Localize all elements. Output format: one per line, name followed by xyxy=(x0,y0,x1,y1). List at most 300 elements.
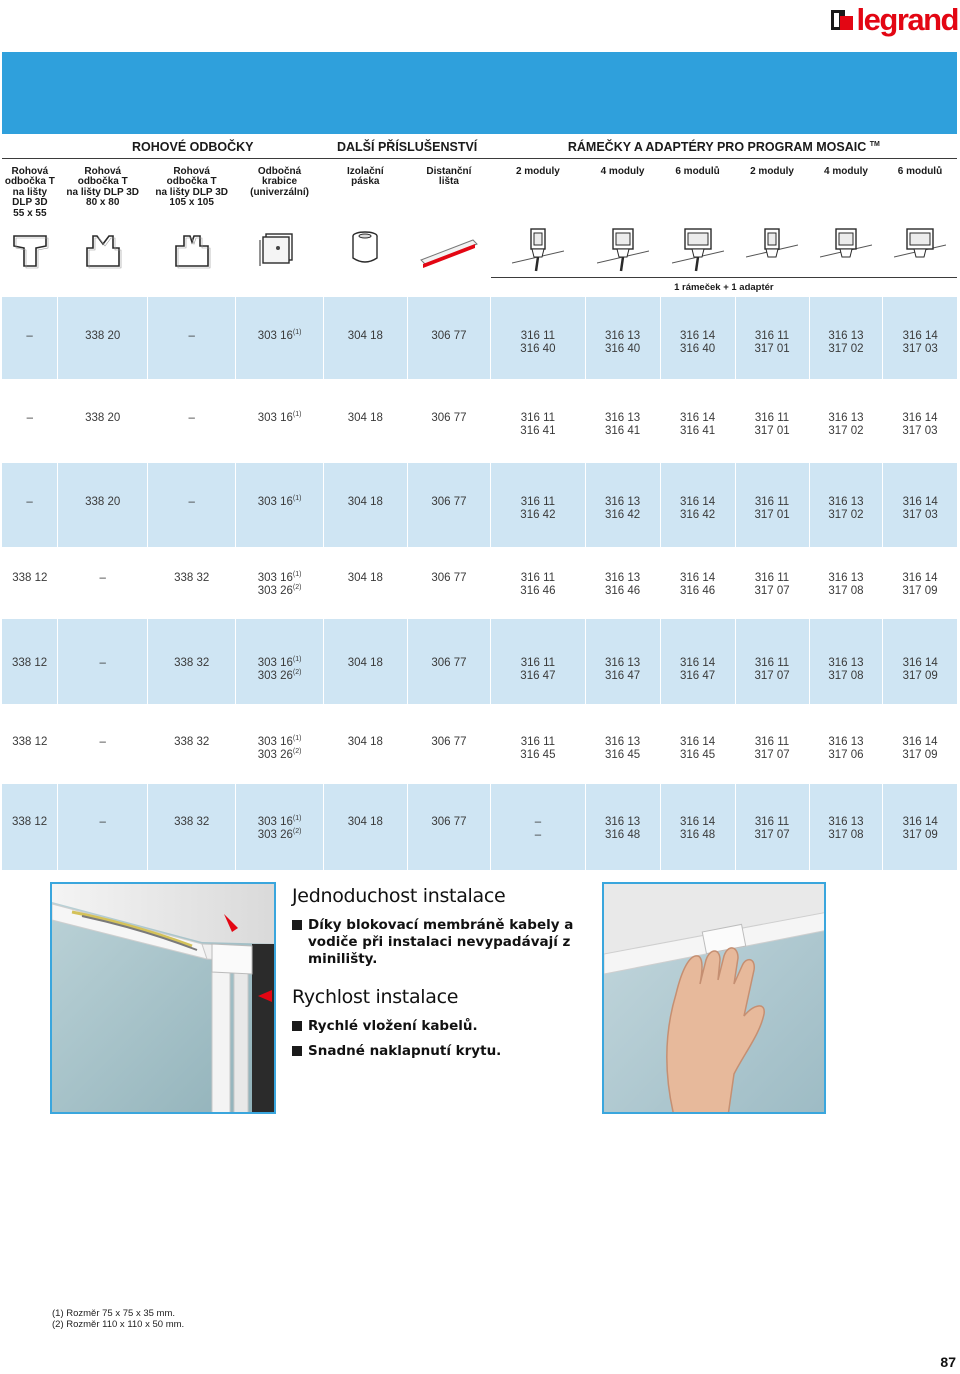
feature-bullet-cover-clip: Snadné naklapnutí krytu. xyxy=(292,1043,592,1060)
article-code: 338 32 xyxy=(174,816,210,828)
article-code: 338 12 xyxy=(12,816,48,828)
table-cell xyxy=(324,379,408,463)
table-cell xyxy=(660,619,735,704)
article-code: – xyxy=(534,829,542,841)
article-code: 317 01 xyxy=(754,425,790,437)
tape-roll-icon xyxy=(324,219,408,277)
table-cell xyxy=(58,463,148,547)
column-label-line: lišta xyxy=(438,176,459,187)
table-row xyxy=(2,547,957,619)
table-cell xyxy=(809,297,883,379)
cell-line xyxy=(236,496,323,509)
article-code: 316 14 xyxy=(902,816,938,828)
frame-adapter-icon xyxy=(491,219,585,277)
table-cell xyxy=(407,379,491,463)
column-label-7 xyxy=(585,158,660,219)
group-frames xyxy=(491,134,957,158)
article-code: 317 01 xyxy=(754,509,790,521)
features-block xyxy=(292,885,592,1068)
table-cell xyxy=(324,704,408,784)
article-code: 316 11 xyxy=(754,657,790,669)
article-code: 303 26 xyxy=(257,585,293,597)
legrand-logo xyxy=(831,4,958,36)
column-label-line: na lišty DLP 3D xyxy=(12,186,48,208)
cell-line xyxy=(236,816,323,829)
table-cell xyxy=(735,619,809,704)
t-junction-icon xyxy=(148,219,236,277)
article-code: 317 02 xyxy=(828,343,864,355)
article-code: 317 08 xyxy=(828,829,864,841)
table-cell xyxy=(585,619,660,704)
column-label-line: Odbočná xyxy=(257,165,302,177)
article-code: 317 02 xyxy=(828,425,864,437)
article-code: 316 11 xyxy=(754,412,790,424)
article-code: 317 03 xyxy=(902,343,938,355)
table-cell xyxy=(236,547,324,619)
article-code: 316 40 xyxy=(520,343,556,355)
table-cell xyxy=(58,297,148,379)
article-code: 338 20 xyxy=(85,330,121,342)
article-code: 316 11 xyxy=(520,657,556,669)
article-code: 316 14 xyxy=(679,816,716,828)
article-code: 316 47 xyxy=(520,670,556,682)
article-code: – xyxy=(26,330,33,342)
footnote-ref: (2) xyxy=(292,828,302,836)
article-code: 316 13 xyxy=(828,816,864,828)
table-cell xyxy=(883,547,957,619)
article-code: 316 14 xyxy=(902,736,938,748)
article-code: 306 77 xyxy=(431,496,467,508)
article-code: 316 45 xyxy=(520,749,556,761)
column-label-line: páska xyxy=(351,176,380,187)
article-code: 306 77 xyxy=(431,736,467,748)
table-cell xyxy=(735,784,809,870)
column-label-line: 6 modulů xyxy=(897,165,943,177)
column-label-line: na lišty DLP 3D xyxy=(155,186,228,198)
table-cell xyxy=(236,784,324,870)
article-code: 316 14 xyxy=(902,572,938,584)
cell-line xyxy=(236,585,324,598)
column-label-line: odbočka T xyxy=(166,176,217,187)
table-cell xyxy=(148,297,236,379)
article-code: 316 46 xyxy=(604,585,641,597)
article-code: 338 32 xyxy=(174,736,210,748)
article-code: 316 13 xyxy=(604,496,641,508)
article-code: 338 32 xyxy=(174,657,210,669)
table-cell xyxy=(236,463,324,547)
article-code: 316 45 xyxy=(679,749,716,761)
trademark-sup: TM xyxy=(869,140,880,148)
column-label-11 xyxy=(883,158,957,219)
article-code: 304 18 xyxy=(347,572,383,584)
cell-line xyxy=(236,749,324,762)
table-cell xyxy=(660,463,735,547)
article-code: 317 09 xyxy=(902,670,938,682)
cell-line xyxy=(236,330,323,343)
article-code: 317 09 xyxy=(902,749,938,761)
table-cell xyxy=(491,547,585,619)
table-cell xyxy=(236,619,324,704)
table-cell xyxy=(324,619,408,704)
table-cell xyxy=(2,619,58,704)
table-cell xyxy=(883,784,957,870)
legrand-logo-icon xyxy=(831,8,853,32)
article-code: 316 11 xyxy=(520,736,556,748)
table-cell xyxy=(660,784,735,870)
frame-adapter-icon xyxy=(883,219,957,277)
article-code: 317 01 xyxy=(754,343,790,355)
table-cell xyxy=(883,379,957,463)
table-cell xyxy=(324,784,408,870)
article-code: 317 07 xyxy=(754,749,790,761)
article-code: 316 11 xyxy=(520,572,556,584)
article-code: – xyxy=(26,412,34,424)
table-cell xyxy=(809,463,883,547)
article-code: 316 46 xyxy=(679,585,716,597)
article-code: 338 20 xyxy=(85,412,121,424)
table-cell xyxy=(148,619,236,704)
column-label-5 xyxy=(407,158,491,219)
table-cell xyxy=(148,784,236,870)
table-row xyxy=(2,297,957,379)
table-cell xyxy=(2,297,58,379)
article-code: 316 11 xyxy=(754,736,790,748)
footnotes xyxy=(52,1309,184,1330)
column-label-line: (univerzální) xyxy=(250,186,310,198)
column-label-line: 2 moduly xyxy=(515,165,560,177)
table-row xyxy=(2,784,957,870)
article-code: 303 16 xyxy=(257,657,293,669)
article-code: 316 13 xyxy=(604,572,641,584)
article-code: 306 77 xyxy=(431,657,467,669)
article-code: 316 47 xyxy=(679,670,716,682)
article-code: 316 14 xyxy=(679,572,716,584)
column-label-line: Rohová xyxy=(173,165,210,177)
article-code: 317 07 xyxy=(754,829,790,841)
column-label-line: 4 moduly xyxy=(600,165,645,177)
article-code: 303 26 xyxy=(257,749,293,761)
footnote-ref: (2) xyxy=(292,669,302,677)
brand-name: legrand xyxy=(856,2,958,37)
footnote-ref: (1) xyxy=(292,329,302,337)
table-row xyxy=(2,379,957,463)
table-cell xyxy=(407,297,491,379)
footnote-ref: (1) xyxy=(292,411,302,419)
article-code: 317 02 xyxy=(828,509,864,521)
table-cell xyxy=(148,463,236,547)
footnote-ref: (2) xyxy=(292,748,302,756)
column-label-line: odbočka T xyxy=(77,176,128,187)
table-cell xyxy=(491,379,585,463)
table-row xyxy=(2,704,957,784)
table-cell xyxy=(809,379,883,463)
article-code: 317 09 xyxy=(902,585,938,597)
table-cell xyxy=(236,297,324,379)
article-code: 338 32 xyxy=(174,572,210,584)
table-cell xyxy=(58,547,148,619)
article-code: 316 46 xyxy=(520,585,556,597)
table-cell xyxy=(585,784,660,870)
table-cell xyxy=(735,704,809,784)
article-code: 316 11 xyxy=(754,816,790,828)
cell-line xyxy=(236,670,323,683)
article-code: 316 14 xyxy=(679,330,716,342)
article-code: 306 77 xyxy=(431,330,467,342)
column-label-line: na lišty DLP 3D xyxy=(66,186,140,198)
feature-bullet-membrane: Díky blokovací membráně kabely a vodiče při instalaci nevypadávají z minilišty. xyxy=(292,917,592,968)
t-junction-icon xyxy=(2,219,58,277)
table-cell xyxy=(735,379,809,463)
article-code: – xyxy=(99,572,106,584)
article-code: 316 48 xyxy=(679,829,716,841)
frame-adapter-icon xyxy=(585,219,660,277)
article-code: 304 18 xyxy=(347,412,383,424)
column-label-line: 105 x 105 xyxy=(169,197,214,208)
article-code: 316 41 xyxy=(604,425,641,437)
table-cell xyxy=(148,704,236,784)
table-cell xyxy=(735,463,809,547)
article-code: – xyxy=(534,816,542,828)
column-label-4 xyxy=(324,158,408,219)
cell-line xyxy=(236,657,323,670)
article-code: 306 77 xyxy=(431,816,467,828)
article-code: 317 03 xyxy=(902,425,938,437)
group-corner: ROHOVÉ ODBOČKY xyxy=(2,134,324,158)
installation-photo-hand xyxy=(602,882,826,1114)
article-code: 316 42 xyxy=(679,509,716,521)
table-cell xyxy=(585,379,660,463)
article-code: 316 40 xyxy=(604,343,641,355)
table-cell xyxy=(660,704,735,784)
cell-line xyxy=(236,572,324,585)
article-code: 303 16 xyxy=(257,816,293,828)
article-code: 338 12 xyxy=(12,657,48,669)
article-code: 306 77 xyxy=(431,572,467,584)
article-code: – xyxy=(188,496,195,508)
column-label-line: 2 moduly xyxy=(750,165,794,177)
article-code: 317 06 xyxy=(828,749,864,761)
footnote-ref: (1) xyxy=(292,735,302,743)
article-code: – xyxy=(99,816,106,828)
column-label-1 xyxy=(58,158,148,219)
frames-sublabel: 1 rámeček + 1 adaptér xyxy=(491,277,957,297)
cell-line xyxy=(236,736,324,749)
article-code: 317 08 xyxy=(828,670,864,682)
article-code: 316 14 xyxy=(902,496,938,508)
article-code: 316 14 xyxy=(679,496,716,508)
article-code: 316 48 xyxy=(604,829,641,841)
article-code: 303 16 xyxy=(257,736,293,748)
column-label-9 xyxy=(735,158,809,219)
table-cell xyxy=(585,463,660,547)
table-cell xyxy=(2,784,58,870)
article-code: 304 18 xyxy=(347,330,383,342)
table-cell xyxy=(660,297,735,379)
group-accessories: DALŠÍ PŘÍSLUŠENSTVÍ xyxy=(324,134,491,158)
article-code: 316 47 xyxy=(604,670,641,682)
column-label-line: Rohová xyxy=(84,165,122,177)
table-row xyxy=(2,463,957,547)
article-code: – xyxy=(26,496,33,508)
cell-line xyxy=(236,829,323,842)
article-code: 316 14 xyxy=(902,657,938,669)
article-code: 316 42 xyxy=(520,509,556,521)
article-code: 316 11 xyxy=(754,572,790,584)
article-code: 303 16 xyxy=(257,412,293,424)
table-cell xyxy=(809,704,883,784)
article-code: 304 18 xyxy=(347,657,383,669)
article-code: 316 13 xyxy=(604,330,641,342)
junction-box-icon xyxy=(236,219,324,277)
article-code: 317 03 xyxy=(902,509,938,521)
column-label-3 xyxy=(236,158,324,219)
article-code: 316 11 xyxy=(754,330,790,342)
product-table xyxy=(2,134,957,870)
frame-adapter-icon xyxy=(735,219,809,277)
footnote-ref: (1) xyxy=(292,656,302,664)
footnote-ref: (1) xyxy=(292,571,302,579)
table-cell xyxy=(883,463,957,547)
article-code: 316 13 xyxy=(828,736,864,748)
table-cell xyxy=(883,704,957,784)
article-code: 316 14 xyxy=(679,412,716,424)
article-code: 316 11 xyxy=(520,412,556,424)
table-cell xyxy=(660,379,735,463)
table-cell xyxy=(883,619,957,704)
table-cell xyxy=(324,463,408,547)
table-cell xyxy=(407,547,491,619)
article-code: 303 16 xyxy=(257,496,293,508)
article-code: 316 13 xyxy=(604,412,641,424)
table-cell xyxy=(660,547,735,619)
article-code: 316 14 xyxy=(679,736,716,748)
article-code: 316 14 xyxy=(902,330,938,342)
group-frames-label: RÁMEČKY A ADAPTÉRY PRO PROGRAM MOSAIC xyxy=(567,140,867,154)
article-code: 306 77 xyxy=(431,412,467,424)
table-cell xyxy=(735,547,809,619)
article-code: – xyxy=(99,736,106,748)
table-cell xyxy=(148,547,236,619)
article-code: 316 11 xyxy=(754,496,790,508)
article-code: 316 13 xyxy=(604,816,641,828)
table-row xyxy=(2,619,957,704)
table-cell xyxy=(58,619,148,704)
table-cell xyxy=(735,297,809,379)
table-cell xyxy=(2,547,58,619)
article-code: 316 13 xyxy=(828,330,864,342)
frame-adapter-icon xyxy=(660,219,735,277)
article-code: – xyxy=(99,657,106,669)
article-code: 303 26 xyxy=(257,670,293,682)
table-cell xyxy=(2,704,58,784)
article-code: 316 11 xyxy=(520,330,556,342)
table-cell xyxy=(324,547,408,619)
article-code: 316 11 xyxy=(520,496,556,508)
article-code: 316 42 xyxy=(604,509,641,521)
footnote-1: (1) Rozměr 75 x 75 x 35 mm. xyxy=(52,1308,176,1319)
article-code: 316 40 xyxy=(679,343,716,355)
footnote-ref: (1) xyxy=(292,815,302,823)
table-cell xyxy=(491,704,585,784)
article-code: 316 45 xyxy=(604,749,641,761)
column-label-line: 4 moduly xyxy=(824,165,868,177)
sub-spacer xyxy=(2,277,491,297)
table-cell xyxy=(585,704,660,784)
column-label-2 xyxy=(148,158,236,219)
column-label-line: odbočka T xyxy=(4,176,55,187)
table-cell xyxy=(491,619,585,704)
t-junction-icon xyxy=(58,219,148,277)
table-cell xyxy=(407,704,491,784)
article-code: 316 13 xyxy=(828,496,864,508)
table-cell xyxy=(491,463,585,547)
article-code: 304 18 xyxy=(347,736,383,748)
article-code: 304 18 xyxy=(347,816,383,828)
article-code: – xyxy=(188,412,195,424)
column-label-line: Izolační xyxy=(346,165,384,177)
column-label-10 xyxy=(809,158,883,219)
article-code: 317 07 xyxy=(754,670,790,682)
article-code: 338 12 xyxy=(12,736,48,748)
article-code: 304 18 xyxy=(347,496,383,508)
page-number: 87 xyxy=(940,1354,956,1370)
table-cell xyxy=(407,784,491,870)
article-code: 316 13 xyxy=(828,572,864,584)
article-code: 317 09 xyxy=(902,829,938,841)
article-code: 316 14 xyxy=(679,657,716,669)
article-code: 316 13 xyxy=(604,736,641,748)
table-cell xyxy=(585,547,660,619)
feature-title-simplicity: Jednoduchost instalace xyxy=(292,885,506,907)
header-banner xyxy=(2,52,957,134)
article-code: 303 16 xyxy=(257,330,293,342)
table-cell xyxy=(883,297,957,379)
table-cell xyxy=(2,379,58,463)
table-cell xyxy=(236,379,324,463)
table-cell xyxy=(585,297,660,379)
footnote-2: (2) Rozměr 110 x 110 x 50 mm. xyxy=(52,1318,185,1330)
column-label-line: krabice xyxy=(262,176,298,187)
table-cell xyxy=(58,784,148,870)
column-label-line: 6 modulů xyxy=(675,165,720,177)
feature-title-speed: Rychlost instalace xyxy=(292,986,459,1008)
column-label-0 xyxy=(2,158,58,219)
footnote-ref: (2) xyxy=(292,584,302,592)
table-cell xyxy=(407,619,491,704)
article-code: 317 07 xyxy=(754,585,790,597)
article-code: 316 13 xyxy=(604,657,641,669)
spacer-strip-icon xyxy=(407,219,491,277)
table-cell xyxy=(491,784,585,870)
column-label-8 xyxy=(660,158,735,219)
article-code: 303 26 xyxy=(257,829,293,841)
footnote-ref: (1) xyxy=(292,495,302,503)
frame-adapter-icon xyxy=(809,219,883,277)
table-cell xyxy=(2,463,58,547)
feature-bullet-cable-insert: Rychlé vložení kabelů. xyxy=(292,1018,592,1035)
table-cell xyxy=(491,297,585,379)
column-label-line: Rohová xyxy=(11,165,49,177)
article-code: 316 13 xyxy=(828,657,864,669)
column-label-line: 80 x 80 xyxy=(86,197,120,208)
article-code: 338 20 xyxy=(85,496,121,508)
column-label-6 xyxy=(491,158,585,219)
table-cell xyxy=(236,704,324,784)
table-cell xyxy=(58,704,148,784)
installation-photo-corner xyxy=(50,882,276,1114)
table-cell xyxy=(809,547,883,619)
table-cell xyxy=(809,619,883,704)
